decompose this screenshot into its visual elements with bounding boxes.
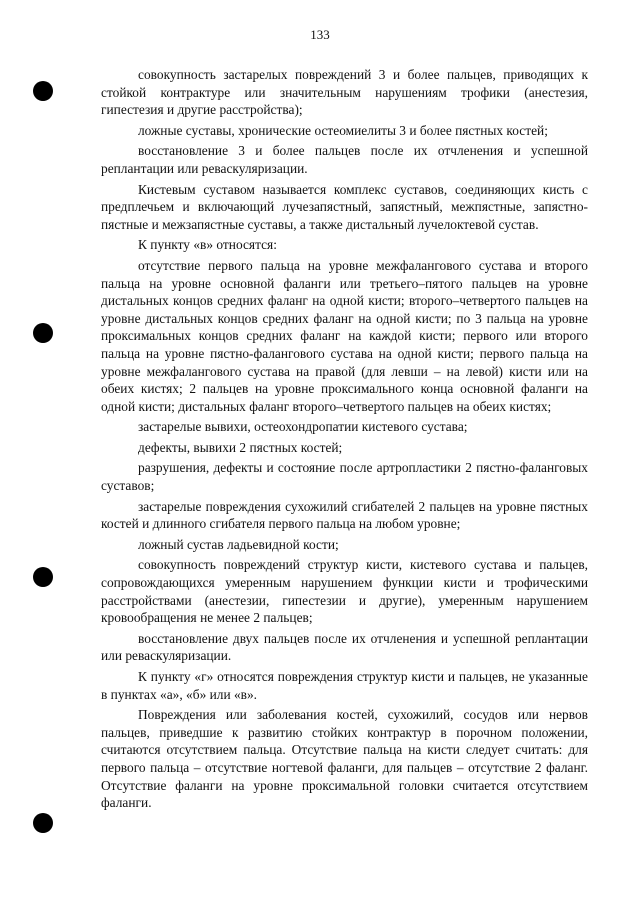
binder-hole-1 [33,81,53,101]
paragraph: ложные суставы, хронические остеомиелиты 3 и более пястных костей; [138,122,548,138]
paragraph: Кистевым суставом называется комплекс суставов, соединяющих кисть с предплечьем и включающий лучезапястный, запястный, межпястные, запястно-пястные и межзапястные суставы, а также дистальный лучелоктевой сустав. [101,181,588,232]
binder-hole-2 [33,323,53,343]
paragraph: восстановление 3 и более пальцев после их отчленения и успешной реплантации или реваскуляризации. [101,143,588,176]
paragraph: Повреждения или заболевания костей, сухожилий, сосудов или нервов пальцев, приведшие к развитию стойких контрактур в порочном положении, считаются отсутствием пальца. Отсутствие пальца на кисти следует считать: для первого пальца – отсутствие ногтевой фаланги, для пальцев – отсутствие 2 фаланг. Отсутствие фаланги на уровне проксимальной головки считается отсутствием фаланги. [101,707,588,811]
paragraph: застарелые вывихи, остеохондропатии кистевого сустава; [138,419,468,435]
binder-hole-3 [33,567,53,587]
binder-hole-4 [33,813,53,833]
paragraph: ложный сустав ладьевидной кости; [138,536,339,552]
paragraph: разрушения, дефекты и состояние после артропластики 2 пястно-фаланговых суставов; [101,460,588,494]
paragraph: совокупность повреждений структур кисти, кистевого сустава и пальцев, сопровождающихся умеренным нарушением функции кисти и трофическими расстройствами (анестезии, гипестезии и другие), умеренным нарушением кровообращения не менее 2 пальцев; [101,557,588,626]
paragraph: отсутствие первого пальца на уровне межфалангового сустава и второго пальца на уровне основной фаланги или третьего–пятого пальцев на уровне дистальных концов средних фаланг на одной кисти; второго–четвертого пальцев на уровне дистальных концов средних фаланг на одной кисти; по 3 пальца на уровне проксимальных концов средних фаланг на каждой кисти; первого или второго пальца на уровне пястно-фалангового сустава на одной кисти; первого пальца на уровне межфалангового сустава на правой (для левши – на левой) кисти или на обеих кистях; 2 пальцев на уровне проксимального конца основной фаланги на одной кисти; дистальных фаланг второго–четвертого пальцев на обеих кистях; [101,257,588,414]
paragraph: застарелые повреждения сухожилий сгибателей 2 пальцев на уровне пястных костей и длинного сгибателя первого пальца на любом уровне; [101,498,588,532]
paragraph: совокупность застарелых повреждений 3 и более пальцев, приводящих к стойкой контрактуре или значительным нарушениям трофики (анестезия, гипестезия и другие расстройства); [101,67,588,118]
paragraph: К пункту «г» относятся повреждения структур кисти и пальцев, не указанные в пунктах «а», «б» или «в». [101,669,588,702]
paragraph: дефекты, вывихи 2 пястных костей; [138,439,343,455]
page-number: 133 [310,27,330,42]
page-body [101,66,588,812]
paragraph: восстановление двух пальцев после их отчленения и успешной реплантации или реваскуляризации. [101,630,588,664]
paragraph: К пункту «в» относятся: [138,237,277,253]
